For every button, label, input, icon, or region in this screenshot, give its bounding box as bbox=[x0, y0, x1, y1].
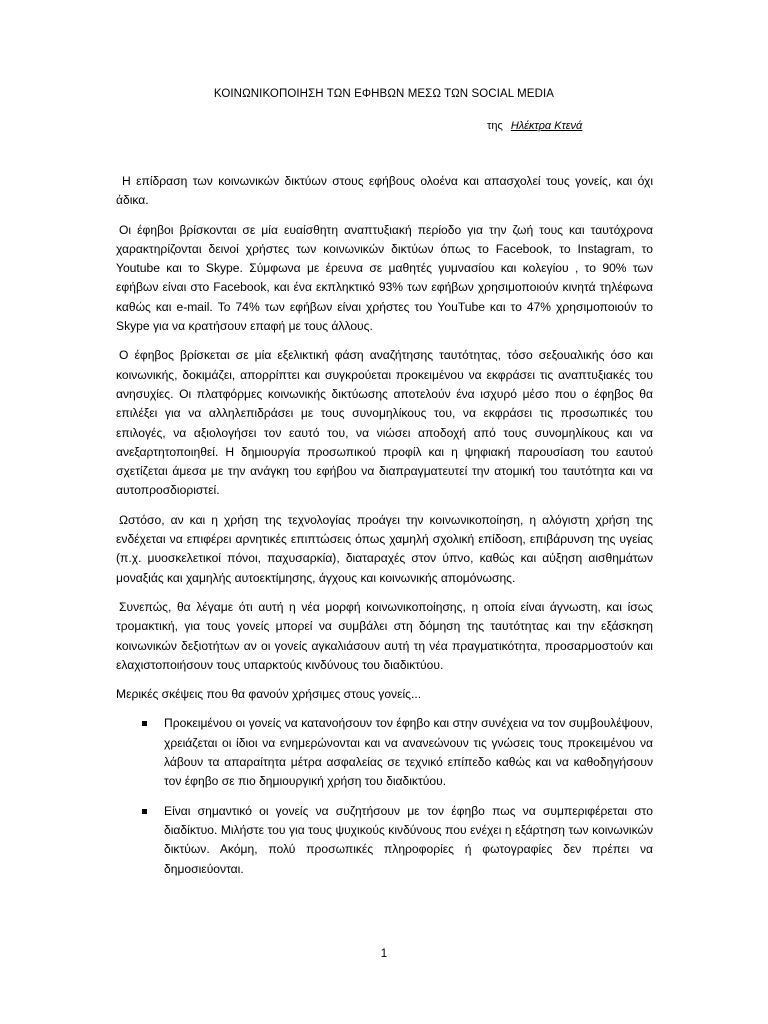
tips-list bbox=[116, 714, 653, 878]
paragraph-2: Οι έφηβοι βρίσκονται σε μία ευαίσθητη αναπτυξιακή περίοδο για την ζωή τους και ταυτόχρονα χαρακτηρίζονται δεινοί χρήστες των κοινωνικών δικτύων όπως το Facebook, το Instagram, το Youtube και το Skype. Σύμφωνα με έρευνα σε μαθητές γυμνασίου και κολεγίου , το 90% των εφήβων είναι στο Facebook, και ένα εκπληκτικό 93% των εφήβων χρησιμοποιούν κινητά τηλέφωνα καθώς και e-mail. Το 74% των εφήβων είναι χρήστες του YouTube και το 47% χρησιμοποιούν το Skype για να κρατήσουν επαφή με τους άλλους. bbox=[116, 222, 653, 334]
list-item bbox=[116, 714, 653, 791]
list-item-text: Προκειμένου οι γονείς να κατανοήσουν τον έφηβο και στην συνέχεια να τον συμβουλέψουν, χρειάζεται οι ίδιοι να ενημερώνονται και να ανανεώνουν τις γνώσεις τους προκειμένου να λάβουν τα απαραίτητα μέτρα ασφαλείας σε τεχνικό επίπεδο καθώς και να καθοδηγήσουν τον έφηβο σε πιο δημιουργική χρήση του διαδικτύου. bbox=[164, 716, 653, 789]
paragraph-1: Η επίδραση των κοινωνικών δικτύων στους εφήβους ολοένα και απασχολεί τους γονείς, και όχι άδικα. bbox=[116, 174, 653, 208]
square-bullet-icon bbox=[142, 809, 147, 814]
square-bullet-icon bbox=[142, 721, 147, 726]
page-number: 1 bbox=[380, 948, 388, 960]
paragraph-6: Μερικές σκέψεις που θα φανούν χρήσιμες στους γονείς... bbox=[116, 687, 422, 702]
author-name: Ηλέκτρα Κτενά bbox=[510, 120, 583, 132]
paragraph-3: Ο έφηβος βρίσκεται σε μία εξελικτική φάση αναζήτησης ταυτότητας, τόσο σεξουαλικής όσο και κοινωνικής, δοκιμάζει, απορρίπτει και συγκρούεται προκειμένου να εκφράσει τις αναπτυξιακές του ανησυχίες. Οι πλατφόρμες κοινωνικής δικτύωσης αποτελούν ένα ισχυρό μέσο που ο έφηβος θα επιλέξει για να αλληλεπιδράσει με τους συνομηλίκους του, να εκφράσει τις προσωπικές του επιλογές, να αξιολογήσει τον εαυτό του, να νιώσει αποδοχή από τους συνομηλίκους και να ανεξαρτητοποιηθεί. Η δημιουργία προσωπικού προφίλ και η ψηφιακή παρουσίαση του εαυτού σχετίζεται άμεσα με την ανάγκη του εφήβου να διαπραγματευτεί την ατομική του ταυτότητα και να αυτοπροσδιοριστεί. bbox=[116, 348, 653, 498]
author-prefix: της bbox=[487, 120, 503, 132]
document-title: ΚΟΙΝΩΝΙΚΟΠΟΙΗΣΗ ΤΩΝ ΕΦΗΒΩΝ ΜΕΣΩ ΤΩΝ SOCIAL MEDIA bbox=[213, 88, 555, 100]
author-line bbox=[487, 120, 582, 132]
list-item bbox=[116, 802, 653, 879]
paragraph-4: Ωστόσο, αν και η χρήση της τεχνολογίας προάγει την κοινωνικοποίηση, η αλόγιστη χρήση της ενδέχεται να επιφέρει αρνητικές επιπτώσεις όπως χαμηλή σχολική επίδοση, επιβάρυνση της υγείας (π.χ. μυοσκελετικοί πόνοι, παχυσαρκία), διαταραχές στον ύπνο, καθώς και αύξηση αισθημάτων μοναξιάς και χαμηλής αυτοεκτίμησης, άγχους και κοινωνικής απομόνωσης. bbox=[116, 512, 653, 585]
list-item-text: Είναι σημαντικό οι γονείς να συζητήσουν με τον έφηβο πως να συμπεριφέρεται στο διαδίκτυο. Μιλήστε του για τους ψυχικούς κινδύνους που ενέχει η εξάρτηση των κοινωνικών δικτύων. Ακόμη, πολύ προσωπικές πληροφορίες ή φωτογραφίες δεν πρέπει να δημοσιεύονται. bbox=[164, 803, 653, 876]
document-body bbox=[116, 172, 653, 889]
paragraph-5: Συνεπώς, θα λέγαμε ότι αυτή η νέα μορφή κοινωνικοποίησης, η οποία είναι άγνωστη, και ίσως τρομακτική, για τους γονείς μπορεί να συμβάλει στη δόμηση της ταυτότητας και την εξάσκηση κοινωνικών δεξιοτήτων αν οι γονείς αγκαλιάσουν αυτή τη νέα πραγματικότητα, προσαρμοστούν και ελαχιστοποιήσουν τους υπαρκτούς κινδύνους του διαδικτύου. bbox=[116, 599, 653, 672]
